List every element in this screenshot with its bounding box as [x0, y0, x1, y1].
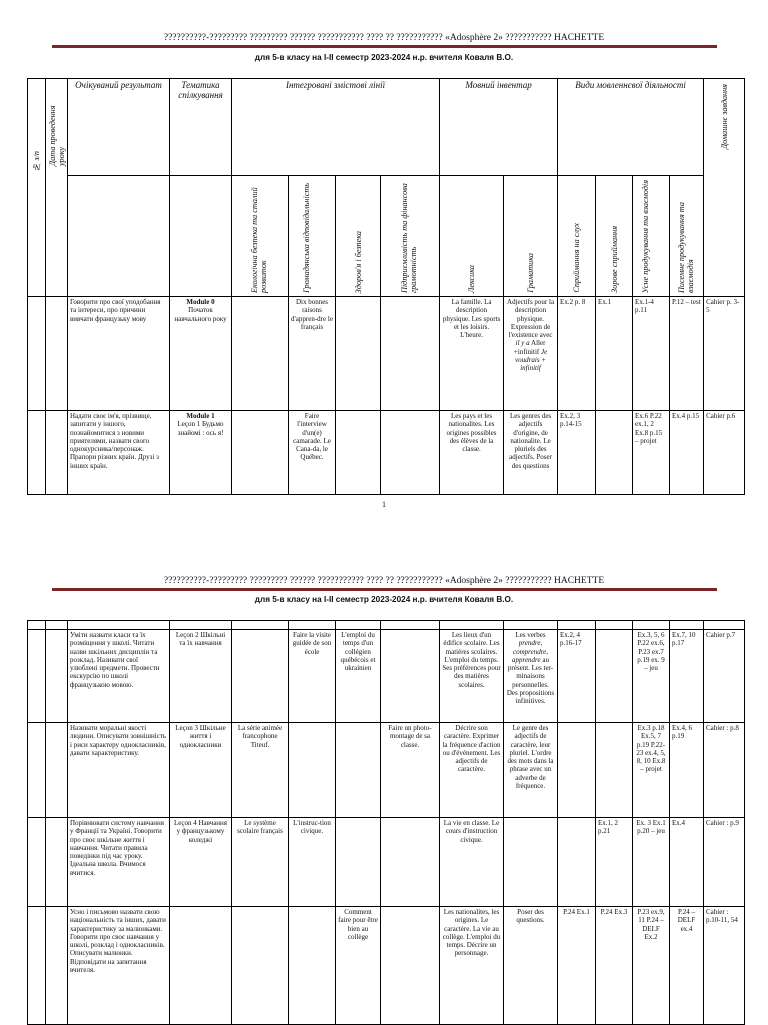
cell-business — [381, 411, 440, 495]
cell-grammar: Les genres des adjectifs d'origine, de nationalite. Le pluriels des adjectifs. Poser des questions — [504, 411, 558, 495]
col-header-business: Підприємливість та фінансова грамотність — [381, 176, 440, 297]
cell-lexic: Les lieux d'un édifice scolaire. Les matières scolaires. L'emploi du temps. Ses préférences pour des matières scolaires. — [440, 630, 504, 723]
col-header-integrated: Інтегровані змістові лінії — [232, 79, 440, 176]
cell-health: Comment faire pour être bien au collège — [336, 907, 381, 1025]
cell-eco: La série animée francophone Titeuf. — [232, 723, 289, 818]
cell-homework: Cahier : p.9 — [704, 818, 745, 907]
col-header-eco: Екологічна безпека та сталий розвиток — [232, 176, 289, 297]
cell-reading — [596, 723, 633, 818]
cell-theme — [170, 907, 232, 1025]
cell-reading: Ex.1, 2 p.21 — [596, 818, 633, 907]
cell-listening: Ex.2, 4 p.16-17 — [558, 630, 596, 723]
cell-eco — [232, 907, 289, 1025]
cell-theme: Leçon 4 Навчання у французькому коледжі — [170, 818, 232, 907]
cell-writing: P.24 – DELF ex.4 — [670, 907, 704, 1025]
cell-writing: P.12 – test — [670, 297, 704, 411]
cell-civic: L'instruc-tion civique. — [289, 818, 336, 907]
cell-speaking: P.23 ex.9, 11 P.24 – DELF Ex.2 — [633, 907, 670, 1025]
cell-lexic: La famille. La description physique. Les sports et les loisirs. L'heure. — [440, 297, 504, 411]
cell-writing: Ex.4 — [670, 818, 704, 907]
table-row — [28, 907, 745, 1025]
cell-writing: Ex.4, 6 p.19 — [670, 723, 704, 818]
table-row — [28, 818, 745, 907]
page1-header-title: ??????????-????????? ????????? ?????? ??????????? ???? ?? ??????????? «Adosphère 2» ??????????? HACHETTE — [163, 33, 605, 43]
cell-homework: Cahier p.7 — [704, 630, 745, 723]
cell-civic: Faire l'interview d'un(e) camarade. Le Cana-da, le Québec. — [289, 411, 336, 495]
cell-theme: Module 1 Leçon 1 Будьмо знайомі : ось я! — [170, 411, 232, 495]
cell-grammar: Poser des questions. — [504, 907, 558, 1025]
cell-writing: Ex.7, 10 p.17 — [670, 630, 704, 723]
col-header-homework: Домашнє завдання — [704, 79, 745, 297]
col-header-theme: Тематика спілкування — [170, 79, 232, 176]
cell-reading: Ex.1 — [596, 297, 633, 411]
cell-civic — [289, 907, 336, 1025]
col-header-health: Здоров'я і безпека — [336, 176, 381, 297]
col-header-civic: Громадянська відповідальність — [289, 176, 336, 297]
cell-result: Називати моральні якості людини. Описувати зовнішність і риси характеру однокласників, давати характеристику. — [68, 723, 170, 818]
cell-health — [336, 723, 381, 818]
col-header-result: Очікуваний результат — [68, 79, 170, 176]
cell-speaking: Ex.1-4 p.11 — [633, 297, 670, 411]
col-header-language: Мовний інвентар — [440, 79, 558, 176]
cell-reading — [596, 411, 633, 495]
cell-civic — [289, 723, 336, 818]
page1-header-rule — [52, 45, 717, 48]
cell-homework: Cahier : p.8 — [704, 723, 745, 818]
cell-grammar: Le genre des adjectifs de caractère, leur pluriel. L'ordre des mots dans la phrase avec un adverbe de fréquence. — [504, 723, 558, 818]
cell-eco — [232, 297, 289, 411]
cell-civic: Dix bonnes raisons d'appren-dre le français — [289, 297, 336, 411]
cell-speaking: Ex.3 p.18 Ex.5, 7 p.19 P.22-23 ex.4, 5, 8, 10 Ex.8 – projet — [633, 723, 670, 818]
cell-eco — [232, 411, 289, 495]
cell-reading: P.24 Ex.3 — [596, 907, 633, 1025]
cell-homework: Cahier p. 3-5 — [704, 297, 745, 411]
col-header-date: Дата проведення уроку — [46, 79, 68, 297]
cell-civic: Faire la visite guidée de son école — [289, 630, 336, 723]
table-row — [28, 297, 745, 411]
cell-lexic: La vie en classe. Le cours d'instruction civique. — [440, 818, 504, 907]
cell-grammar: Les verbes prendre, comprendre, apprendre au présent. Les ter-minaisons personnelles. Des propositions infinitives. — [504, 630, 558, 723]
cell-eco — [232, 630, 289, 723]
cell-lexic: Les nationalites, les origines. Le caractère. La vie au collège. L'emploi du temps. Décrire un personnage. — [440, 907, 504, 1025]
cell-speaking: Ex.6 P.22 ex.1, 2 Ex.8 p.15 – projet — [633, 411, 670, 495]
cell-lexic: Les pays et les nationalites. Les origines possibles des élèves de la classe. — [440, 411, 504, 495]
cell-listening: Ex.2 p. 8 — [558, 297, 596, 411]
cell-business — [381, 907, 440, 1025]
cell-business — [381, 630, 440, 723]
col-header-lexic: Лексика — [440, 176, 504, 297]
cell-business — [381, 818, 440, 907]
cell-theme: Module 0 Початок навчального року — [170, 297, 232, 411]
cell-speaking: Ex. 3 Ex.1 p.20 – jeu — [633, 818, 670, 907]
page2-header-subtitle: для 5-в класу на І-ІІ семестр 2023-2024 н.р. вчителя Коваля В.О. — [254, 595, 514, 604]
col-header-reading: Зорове сприймання — [596, 176, 633, 297]
cell-result: Надати своє ім'я, прізвище, запитати у іншого, познайомитися з новими приятелями, назвати свого однокурсника/персонаж. Прапори різних країн. Друзі з інших країн. — [68, 411, 170, 495]
page2-lesson-table — [27, 620, 745, 1025]
cell-business — [381, 297, 440, 411]
col-header-listening: Сприймання на слух — [558, 176, 596, 297]
cell-health — [336, 411, 381, 495]
page2-header-title: ??????????-????????? ????????? ?????? ??????????? ???? ?? ??????????? «Adosphère 2» ??????????? HACHETTE — [163, 576, 605, 586]
cell-reading — [596, 630, 633, 723]
cell-listening — [558, 723, 596, 818]
col-header-num: № з/п — [28, 79, 46, 297]
cell-writing: Ex.4 p.15 — [670, 411, 704, 495]
col-header-speaking: Усне продукування та взаємодія — [633, 176, 670, 297]
cell-health — [336, 297, 381, 411]
cell-listening: Ex.2, 3 p.14-15 — [558, 411, 596, 495]
cell-result: Говорити про свої уподобання та інтереси, про причини вивчати французьку мову — [68, 297, 170, 411]
col-header-grammar: Граматика — [504, 176, 558, 297]
cell-business: Faire un photo-montage de sa classe. — [381, 723, 440, 818]
cell-health — [336, 818, 381, 907]
cell-listening — [558, 818, 596, 907]
cell-health: L'emploi du temps d'un collégien québécois et ukrainien — [336, 630, 381, 723]
page2-header-rule — [52, 588, 717, 591]
cell-eco: Le système scolaire français — [232, 818, 289, 907]
cell-lexic: Décrire son caractère. Exprimer la fréquence d'action ou d'événement. Les adjectifs de caractère. — [440, 723, 504, 818]
col-header-activities: Види мовленнєвої діяльності — [558, 79, 704, 176]
table-row — [28, 723, 745, 818]
cell-result: Уміти назвати класи та їх розміщення у школі. Читати назви шкільних дисциплін та розклад. Називати свої улюблені предмети. Провести екскурсію по школі французькою мовою. — [68, 630, 170, 723]
cell-result: Усно і письмово назвати свою національність та інших, давати характеристику за малюнками. Говорити про своє навчання у школі, розклад і однокласників. Описувати малюнки. Відповідати на запитання вчителя. — [68, 907, 170, 1025]
page1-header-subtitle: для 5-в класу на І-ІІ семестр 2023-2024 н.р. вчителя Коваля В.О. — [254, 53, 514, 62]
cell-grammar: Adjectifs pour la description physique. Expression de l'existence avec il y a Aller +infinitif Je voudrais + infinitif — [504, 297, 558, 411]
table-row — [28, 630, 745, 723]
col-header-result-blank — [68, 176, 170, 297]
cell-theme: Leçon 2 Шкільні та їх навчання — [170, 630, 232, 723]
cell-homework: Cahier p.6 — [704, 411, 745, 495]
col-header-writing: Писемне продукування та взаємодія — [670, 176, 704, 297]
table-row — [28, 411, 745, 495]
cell-theme: Leçon 3 Шкільне життя і однокласники — [170, 723, 232, 818]
cell-speaking: Ex.3, 5, 6 P.22 ex.6, P.23 ex.7 p.19 ex. 9 – jeu — [633, 630, 670, 723]
cell-homework: Cahier : p.10-11, 54 — [704, 907, 745, 1025]
page-number: 1 — [382, 500, 386, 509]
page1-lesson-table — [27, 78, 745, 495]
cell-grammar — [504, 818, 558, 907]
cell-listening: P.24 Ex.1 — [558, 907, 596, 1025]
col-header-theme-blank — [170, 176, 232, 297]
table-header-spacer — [28, 621, 745, 630]
cell-result: Порівнювати систему навчання у Франції та Україні. Говорити про своє шкільне життя і навчання. Читати правила поведінки під час уроку. Ідеальна школа. Вчимося вчитися. — [68, 818, 170, 907]
